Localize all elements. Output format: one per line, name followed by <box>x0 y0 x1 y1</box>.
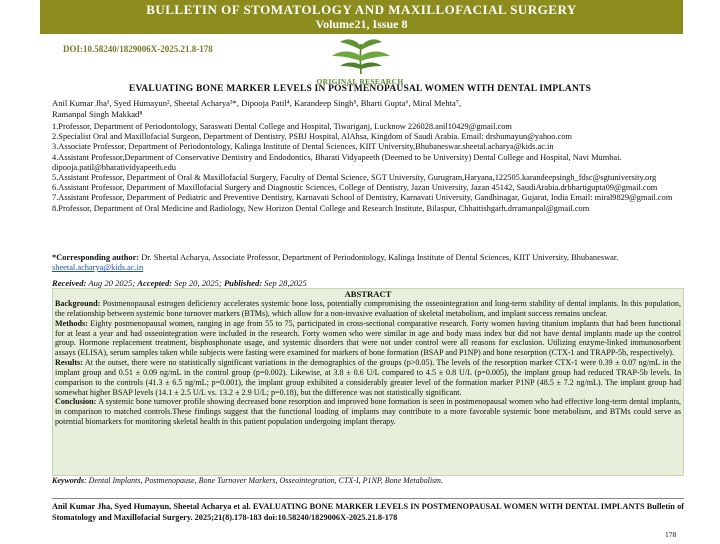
received-date: Aug 20 2025; <box>86 278 138 288</box>
keywords-text: : Dental Implants, Postmenopause, Bone Turnover Markers, Osseointegration, CTX-I, P1NP, Bone Metabolism. <box>84 476 443 485</box>
section-label: ORIGINAL RESEARCH <box>316 77 404 86</box>
affiliation-item: 3.Associate Professor, Department of Periodontology, Kalinga Institute of Dental Sciences, KIIT University,Bhubaneswar.sheetal.acharya@kids.ac.in <box>52 142 554 152</box>
affiliation-item: 2.Specialist Oral and Maxillofacial Surgeon, Department of Dentistry, PSBJ Hospital, AlAhsa, Kingdom of Saudi Arabia. Email: drshumayun@yahoo.com <box>52 132 572 142</box>
received-label: Received: <box>52 278 87 288</box>
background-label: Background: <box>55 299 101 308</box>
abstract-background <box>55 299 681 319</box>
citation: Anil Kumar Jha, Syed Humayun, Sheetal Acharya et al. EVALUATING BONE MARKER LEVELS IN POSTMENOPAUSAL WOMEN WITH DENTAL IMPLANTS Bulletin of Stomatology and Maxillofacial Surgery. 2025;21(8).178-183 doi:10.58240/1829006X-2025.21.8-178 <box>52 502 684 522</box>
accepted-label: Accepted: <box>137 278 173 288</box>
abstract-conclusion <box>55 397 681 427</box>
journal-name: BULLETIN OF STOMATOLOGY AND MAXILLOFACIAL SURGERY <box>146 2 577 17</box>
abstract-results <box>55 358 681 397</box>
abstract-heading: ABSTRACT <box>344 289 392 299</box>
publication-dates <box>52 278 307 288</box>
methods-label: Methods: <box>55 318 88 328</box>
methods-text: Eighty postmenopausal women, ranging in age from 55 to 75, participated in cross-sectional comparative research. Forty women having titanium implants that had been functional for at least a year and had osseointegration were included in the research. Forty women who were similar in age and body mass index but did not have dental implants made up the control group. Hormone replacement treatment, bisphosphonate usage, and systemic disorders that were not under control were all reasons for exclusion. Utilizing enzyme-linked immunosorbent assays (ELISA), serum samples taken while subjects were fasting were examined for markers of bone formation (BSAP and P1NP) and bone resorption (CTX-1 and TRAPP-5b, respectively). <box>55 318 681 358</box>
keywords <box>52 476 684 486</box>
journal-banner <box>40 0 683 34</box>
affiliation-item: 5.Assistant Professor, Department of Oral & Maxillofacial Surgery, Faculty of Dental Science, SGT University, Gurugram,Haryana,122505.karandeepsingh_fdsc@sgtuniversity.org <box>52 173 657 183</box>
published-date: Sep 28,2025 <box>262 278 307 288</box>
authors-line: Ramanpal Singh Makkad⁸ <box>52 109 143 119</box>
conclusion-text: A systemic bone turnover profile showing decreased bone resorption and improved bone formation is seen in postmenopausal women who had effective long-term dental implants, in comparison to matched controls.These findings suggest that the functional loading of implants may contribute to a more favorable systemic bone metabolism, and BTMs could serve as potential biomarkers for monitoring skeletal health in this patient population undergoing implant therapy. <box>55 397 681 427</box>
conclusion-label: Conclusion: <box>55 397 97 407</box>
abstract-box <box>52 288 684 476</box>
corresponding-label: *Corresponding author: <box>52 253 140 262</box>
page-number: 178 <box>665 530 677 539</box>
keywords-label: Keywords <box>52 476 84 485</box>
authors-line: Anil Kumar Jha¹, Syed Humayun², Sheetal Acharya³*, Dipooja Patil⁴, Karandeep Singh⁵, Bharti Gupta⁶, Miral Mehta⁷, <box>52 98 461 108</box>
affiliation-item: 4.Assistant Professor,Department of Conservative Dentistry and Endodontics, Bharati Vidyapeeth (Deemed to be University) Dental College and Hospital, Navi Mumbai. dipooja.patil@bharatividyapeeth.edu <box>52 152 622 172</box>
affiliation-item: 7.Assistant Professor, Department of Pediatric and Preventive Dentistry, Karnavati School of Dentistry, Karnavati University, Gandhinagar, Gujarat, India Email: miral9829@gmail.com <box>52 193 673 203</box>
affiliation-item: 1.Professor, Department of Periodontology, Saraswati Dental College and Hospital, Tiwariganj, Lucknow 226028.anil10429@gmail.com <box>52 122 512 131</box>
results-label: Results: <box>55 358 83 368</box>
results-text: At the outset, there were no statistically significant variations in the demographics of the groups (p>0.05). The levels of the resorption marker CTX-1 were 0.39 ± 0.07 ng/mL in the implant group and 0.51 ± 0.09 ng/mL in the control group (p=0.002). Likewise, at 3.8 ± 0.6 U/L compared to 4.5 ± 0.8 U/L (p=0.005), the implant group had reduced TRAP-5b levels. In comparison to the controls (41.3 ± 6.5 ng/mL; p=0.001), the implant group exhibited a considerably greater level of the formation marker P1NP (48.5 ± 7.2 ng/mL). The implant group had somewhat higher BSAP levels (14.1 ± 2.5 U/L vs. 13.2 ± 2.9 U/L; p=0.18), but the difference was not statistically significant. <box>55 358 681 397</box>
background-text: Postmenopausal estrogen deficiency accelerates systemic bone loss, potentially compromising the osseointegration and long-term stability of dental implants. In this population, the relationship between systemic bone turnover markers (BTMs), which allow for a non-invasive evaluation of skeletal metabolism, and implant success remains unclear. <box>55 299 681 318</box>
affiliation-item: 8.Professor, Department of Oral Medicine and Radiology, New Horizon Dental College and Research Institute, Bilaspur, Chhattishgarh.drramanpal@gmail.com <box>52 203 590 213</box>
accepted-date: Sep 20, 2025; <box>172 278 224 288</box>
abstract-methods <box>55 319 681 358</box>
corresponding-text: Dr. Sheetal Acharya, Associate Professor, Department of Periodontology, Kalinga Institute of Dental Sciences, KIIT University, Bhubaneswar. <box>139 253 619 262</box>
article-title: EVALUATING BONE MARKER LEVELS IN POSTMENOPAUSAL WOMEN WITH DENTAL IMPLANTS <box>128 84 592 94</box>
corresponding-author <box>52 253 684 273</box>
affiliation-item: 6.Assistant Professor, Department of Maxillofacial Surgery and Diagnostic Sciences, College of Dentistry, Jazan University, Jazan 45142, SaudiArabia.drbhartigupta09@gmail.com <box>52 183 658 193</box>
affiliations <box>52 122 684 214</box>
published-label: Published: <box>223 278 263 288</box>
corresponding-email-link[interactable]: sheetal.acharya@kids.ac.in <box>52 263 144 273</box>
doi[interactable]: DOI:10.58240/1829006X-2025.21.8-178 <box>63 44 213 54</box>
divider <box>52 498 684 499</box>
journal-logo-icon <box>330 36 392 76</box>
author-list <box>52 98 682 120</box>
journal-volume-issue: Volume21, Issue 8 <box>315 17 408 31</box>
